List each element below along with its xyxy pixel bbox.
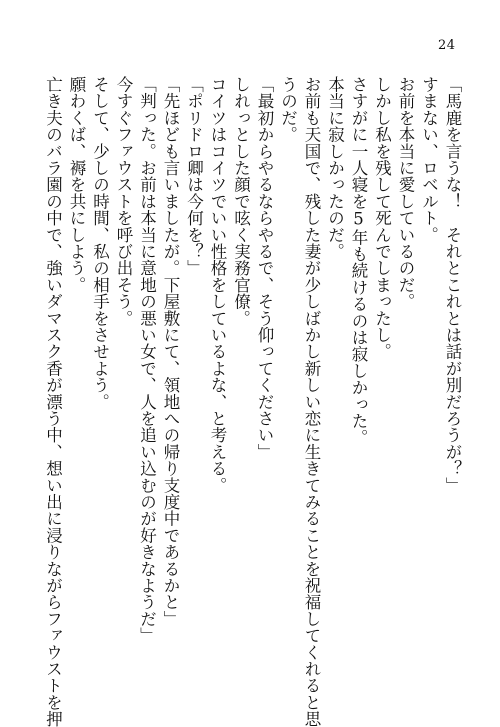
text-line: しれっとした顔で呟く実務官僚。 (231, 76, 251, 327)
text-line: 「ポリドロ卿は今何を？」 (184, 76, 204, 277)
text-line: お前を本当に愛しているのだ。 (396, 76, 415, 310)
text-line: すまない、ロベルト。 (419, 76, 439, 243)
text-line: お前も天国で、残した妻が少しばかし新しい恋に生きてみることを祝福してくれると思 (302, 76, 321, 727)
text-line: 本当に寂しかったのだ。 (325, 76, 345, 260)
text-line: 「馬鹿を言うな！ それとこれとは話が別だろうが？」 (443, 76, 462, 494)
text-line: さすがに一人寝を5年も続けるのは寂しかった。 (349, 76, 368, 446)
text-line: 「判った。お前は本当に意地の悪い女で、人を追い込むのが好きなようだ」 (137, 76, 157, 644)
page-number: 24 (438, 38, 456, 53)
text-line: 亡き夫のバラ園の中で、強いダマスク香が漂う中、想い出に浸りながらファウストを押 (43, 76, 63, 727)
vertical-text-body (43, 76, 464, 727)
text-line: 「最初からやるならやるで、そう仰ってください」 (255, 76, 274, 461)
text-line: しかし私を残して死んでしまったし。 (372, 76, 392, 360)
text-line: 願わくば、褥を共にしよう。 (67, 76, 86, 294)
text-line: 今すぐファウストを呼び出そう。 (114, 76, 133, 327)
text-line: そして、少しの時間、私の相手をさせよう。 (90, 76, 110, 410)
text-line: コイツはコイツでいい性格をしているよな、と考える。 (208, 76, 227, 494)
text-line: うのだ。 (278, 76, 298, 143)
text-line: 「先ほども言いましたが。下屋敷にて、領地への帰り支度中であるかと」 (161, 76, 180, 628)
